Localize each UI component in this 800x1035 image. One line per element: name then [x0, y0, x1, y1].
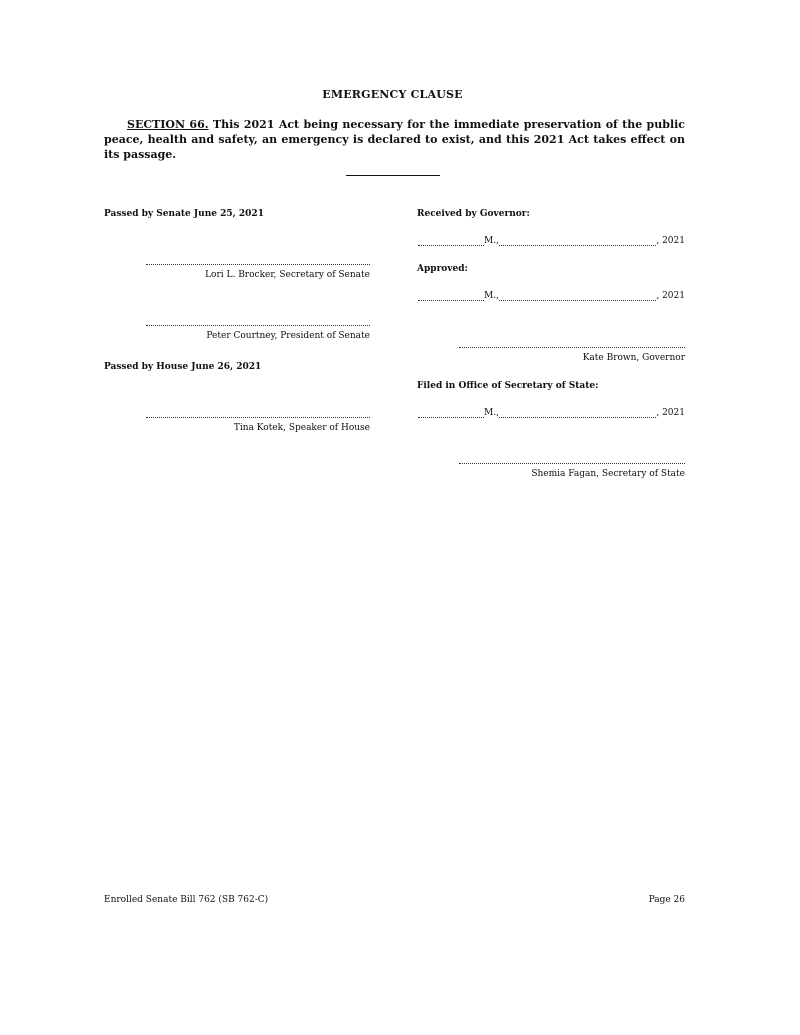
secretary-of-senate-signature: Lori L. Brocker, Secretary of Senate — [205, 270, 370, 280]
received-by-governor-label: Received by Governor: — [417, 209, 530, 219]
meridiem-label: M., — [484, 408, 499, 418]
signature-line — [146, 325, 370, 326]
speaker-of-house-signature: Tina Kotek, Speaker of House — [233, 423, 370, 433]
year-label: , 2021 — [656, 236, 685, 246]
dotted-blank — [499, 409, 656, 418]
governor-signature: Kate Brown, Governor — [582, 353, 685, 363]
dotted-blank — [499, 292, 656, 301]
passed-senate-label: Passed by Senate June 25, 2021 — [104, 209, 264, 219]
meridiem-label: M., — [484, 291, 499, 301]
signature-line — [146, 264, 370, 265]
dotted-blank — [418, 292, 484, 301]
section-number: SECTION 66. — [127, 118, 209, 131]
section-paragraph — [104, 117, 685, 162]
meridiem-label: M., — [484, 236, 499, 246]
divider-rule — [346, 175, 440, 176]
filed-secretary-of-state-label: Filed in Office of Secretary of State: — [417, 381, 599, 391]
year-label: , 2021 — [656, 291, 685, 301]
dotted-blank — [418, 237, 484, 246]
footer-page-number: Page 26 — [648, 895, 685, 905]
approved-label: Approved: — [417, 264, 468, 274]
section-text: This 2021 Act being necessary for the immediate preservation of the public peace, health and safety, an emergency is declared to exist, and this 2021 Act takes effect on its passage. — [104, 118, 685, 161]
passed-house-label: Passed by House June 26, 2021 — [104, 362, 262, 372]
filed-date-line — [418, 408, 685, 418]
secretary-of-state-signature: Shemia Fagan, Secretary of State — [531, 469, 685, 479]
president-of-senate-signature: Peter Courtney, President of Senate — [206, 331, 370, 341]
footer-bill-id: Enrolled Senate Bill 762 (SB 762-C) — [104, 895, 269, 905]
signature-line — [459, 463, 685, 464]
year-label: , 2021 — [656, 408, 685, 418]
dotted-blank — [499, 237, 656, 246]
signature-line — [459, 347, 685, 348]
received-date-line — [418, 236, 685, 246]
approved-date-line — [418, 291, 685, 301]
signature-line — [146, 417, 370, 418]
section-heading: EMERGENCY CLAUSE — [322, 88, 463, 101]
dotted-blank — [418, 409, 484, 418]
